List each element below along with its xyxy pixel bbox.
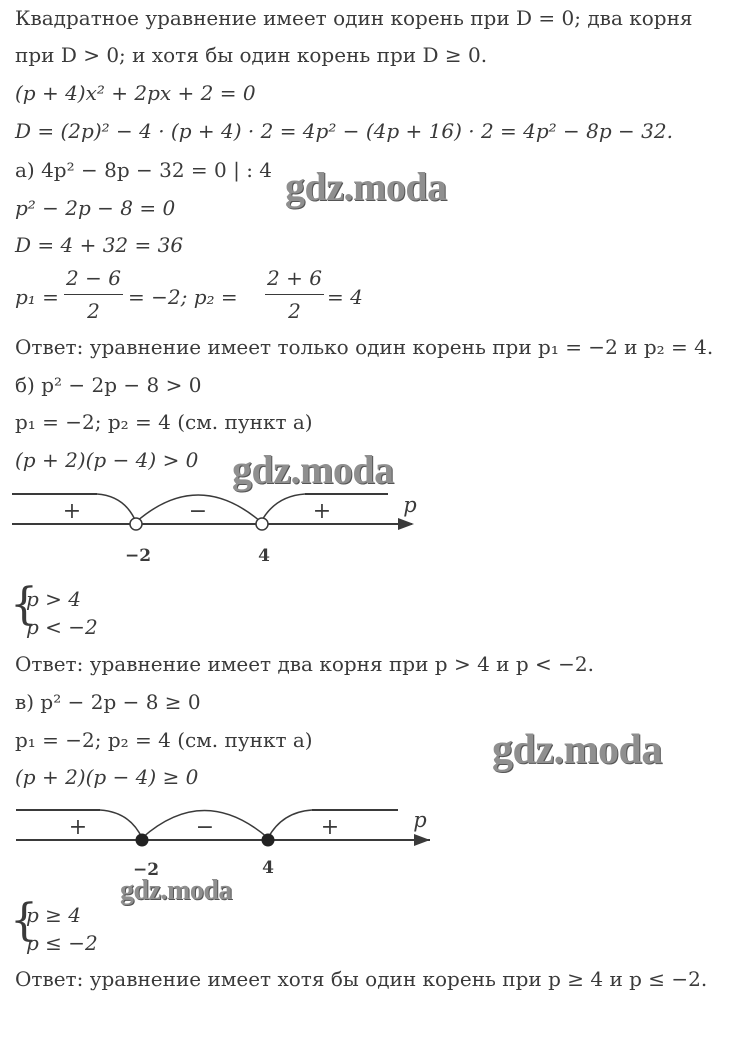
filled-point-4 [262, 834, 275, 847]
part-v-roots: p₁ = −2; p₂ = 4 (см. пункт а) [15, 728, 313, 752]
fraction-p1-denominator: 2 [87, 299, 100, 324]
number-line-v-right-curve [268, 810, 312, 838]
watermark-1: gdz.moda [285, 164, 447, 209]
filled-point-minus-2 [136, 834, 149, 847]
fraction-p2 [265, 266, 324, 323]
system-v-line-2: p ≤ −2 [26, 931, 98, 955]
fraction-p2-denominator: 2 [288, 299, 301, 324]
number-line-b-right-curve [261, 494, 305, 522]
part-a-equation: а) 4p² − 8p − 32 = 0 | : 4 [15, 158, 273, 182]
watermark-3: gdz.moda [492, 727, 662, 773]
point-label-minus-2: −2 [124, 546, 152, 566]
part-a-discriminant: D = 4 + 32 = 36 [15, 233, 184, 257]
number-line-v-left-curve [100, 810, 142, 838]
point-label-4-v: 4 [262, 858, 274, 878]
equation: (p + 4)x² + 2px + 2 = 0 [15, 81, 256, 105]
part-b-roots: p₁ = −2; p₂ = 4 (см. пункт а) [15, 410, 313, 434]
axis-variable-p-v: p [413, 808, 427, 832]
sign-plus-right: + [312, 499, 332, 524]
root-p2-value: = 4 [327, 285, 363, 309]
system-v-line-1: p ≥ 4 [26, 903, 81, 927]
part-v-inequality: в) p² − 2p − 8 ≥ 0 [15, 690, 201, 714]
open-point-4 [256, 518, 268, 530]
number-line-b [0, 480, 743, 570]
sign-plus-right-v: + [320, 815, 340, 840]
part-b-answer: Ответ: уравнение имеет два корня при p > 4 и p < −2. [15, 652, 594, 676]
discriminant-formula: D = (2p)² − 4 · (p + 4) · 2 = 4p² − (4p + 16) · 2 = 4p² − 8p − 32. [15, 119, 673, 143]
intro-line-2: при D > 0; и хотя бы один корень при D ≥ 0. [15, 43, 488, 67]
fraction-p2-numerator: 2 + 6 [267, 266, 322, 290]
point-label-minus-2-v: −2 [132, 860, 160, 880]
fraction-p1-numerator: 2 − 6 [66, 266, 121, 290]
number-line-b-left-curve [97, 494, 136, 522]
system-b-line-2: p < −2 [26, 615, 98, 639]
part-v-answer: Ответ: уравнение имеет хотя бы один корень при p ≥ 4 и p ≤ −2. [15, 967, 708, 991]
watermark-2: gdz.moda [232, 447, 394, 492]
part-a-simplified: p² − 2p − 8 = 0 [15, 196, 176, 220]
number-line-b-arrow [398, 518, 414, 530]
number-line-v-arrow [414, 834, 430, 846]
system-brace-v: { [10, 895, 38, 946]
axis-variable-p: p [403, 493, 417, 517]
part-a-answer: Ответ: уравнение имеет только один корень при p₁ = −2 и p₂ = 4. [15, 335, 714, 359]
open-point-minus-2 [130, 518, 142, 530]
root-p1-label: p₁ = [15, 285, 59, 309]
system-brace-b: { [10, 579, 38, 630]
sign-plus-left-v: + [68, 815, 88, 840]
part-b-inequality: б) p² − 2p − 8 > 0 [15, 373, 202, 397]
sign-minus-middle: − [188, 499, 208, 524]
part-v-factored: (p + 2)(p − 4) ≥ 0 [15, 765, 199, 789]
part-b-factored: (p + 2)(p − 4) > 0 [15, 448, 199, 472]
system-b-line-1: p > 4 [26, 587, 81, 611]
watermark-4: gdz.moda [120, 875, 232, 906]
sign-plus-left: + [62, 499, 82, 524]
root-p1-value-p2-label: = −2; p₂ = [128, 285, 238, 309]
fraction-p1 [64, 266, 123, 323]
intro-line-1: Квадратное уравнение имеет один корень при D = 0; два корня [15, 6, 693, 30]
point-label-4: 4 [258, 546, 270, 566]
number-line-v [0, 795, 743, 885]
sign-minus-middle-v: − [195, 815, 215, 840]
